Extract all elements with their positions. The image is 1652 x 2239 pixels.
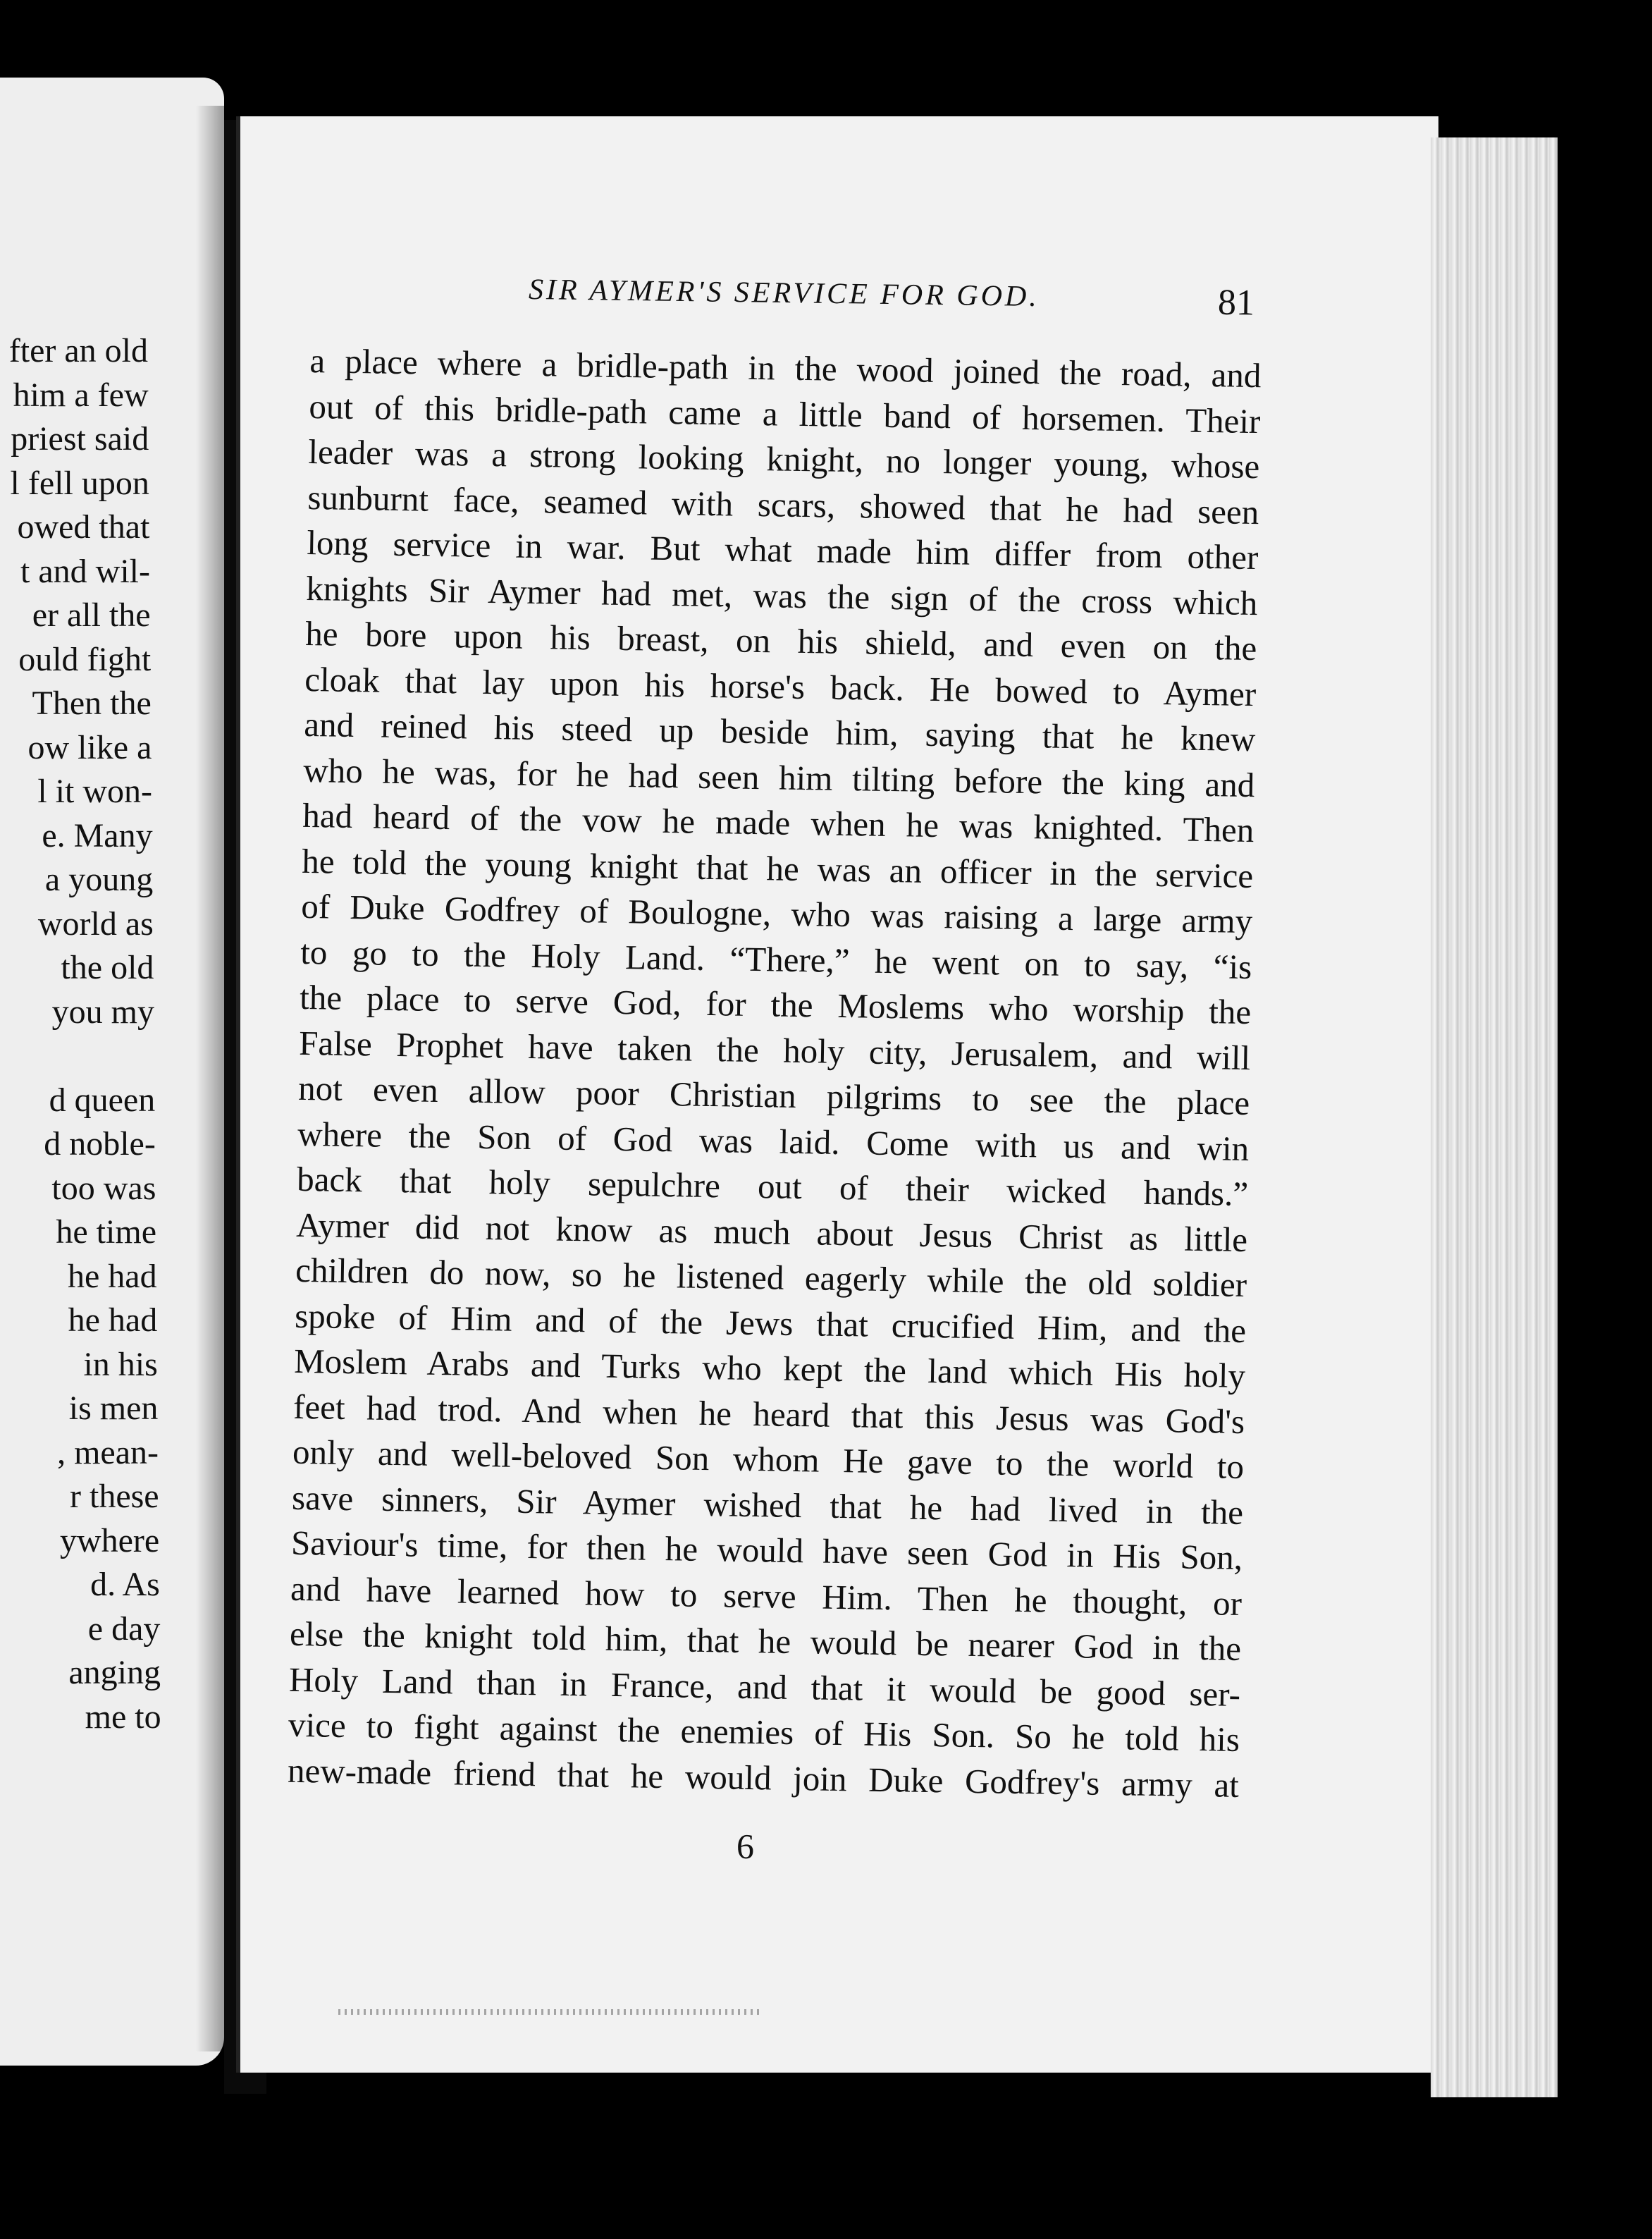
text-line: Holy Land than in France, and that it would be good ser- bbox=[288, 1660, 1241, 1714]
text-line: feet had trod. And when he heard that this Jesus was God's bbox=[292, 1387, 1245, 1441]
left-text-fragment: he had bbox=[68, 1301, 158, 1339]
left-text-fragment: d noble- bbox=[44, 1125, 156, 1163]
text-line: spoke of Him and of the Jews that crucified Him, and the bbox=[294, 1296, 1247, 1350]
text-line: sunburnt face, seamed with scars, showed that he had seen bbox=[307, 477, 1259, 532]
left-text-fragment: , mean- bbox=[57, 1433, 159, 1471]
left-text-fragment: t and wil- bbox=[20, 552, 150, 590]
text-line: save sinners, Sir Aymer wished that he had lived in the bbox=[291, 1478, 1244, 1532]
text-line: cloak that lay upon his horse's back. He bowed to Aymer bbox=[304, 659, 1257, 713]
left-text-fragment: you my bbox=[51, 993, 154, 1031]
text-line: children do now, so he listened eagerly while the old soldier bbox=[295, 1250, 1247, 1305]
left-text-fragment: world as bbox=[37, 904, 154, 943]
left-text-fragment: too was bbox=[51, 1169, 156, 1207]
left-text-fragment: Then the bbox=[32, 685, 152, 722]
signature-mark: 6 bbox=[736, 1826, 755, 1867]
left-text-fragment: e. Many bbox=[42, 816, 153, 854]
left-text-fragment: fter an old bbox=[8, 332, 148, 369]
text-line: False Prophet have taken the holy city, Jerusalem, and will bbox=[298, 1023, 1251, 1077]
left-text-fragment: l it won- bbox=[37, 773, 152, 810]
left-text-fragment: d queen bbox=[49, 1081, 156, 1119]
left-text-fragment: ould fight bbox=[18, 640, 152, 678]
text-line: and have learned how to serve Him. Then he thought, or bbox=[290, 1569, 1243, 1623]
left-text-fragment: he time bbox=[56, 1213, 156, 1251]
left-text-fragment: me to bbox=[85, 1698, 161, 1736]
page-edges bbox=[1431, 137, 1558, 2097]
left-text-fragment: ow like a bbox=[27, 728, 152, 766]
left-text-fragment: anging bbox=[68, 1654, 161, 1691]
left-text-fragment: ywhere bbox=[59, 1521, 160, 1559]
text-line: Aymer did not know as much about Jesus Christ as little bbox=[295, 1205, 1248, 1259]
text-line: long service in war. But what made him differ from other bbox=[307, 522, 1259, 577]
body-text bbox=[288, 338, 1262, 1808]
left-text-fragment: owed that bbox=[17, 508, 150, 546]
text-line: knights Sir Aymer had met, was the sign of the cross which bbox=[306, 568, 1258, 622]
left-text-fragment: l fell upon bbox=[10, 464, 149, 502]
left-text-fragment: priest said bbox=[11, 420, 149, 458]
left-text-fragment: he had bbox=[68, 1257, 157, 1295]
text-line: not even allow poor Christian pilgrims to see the place bbox=[297, 1068, 1250, 1123]
text-line: he told the young knight that he was an officer in the service bbox=[301, 841, 1254, 895]
text-line: of Duke Godfrey of Boulogne, who was raising a large army bbox=[300, 886, 1253, 941]
left-text-fragment: is men bbox=[68, 1390, 159, 1427]
text-line: the place to serve God, for the Moslems who worship the bbox=[299, 977, 1252, 1032]
text-line: new-made friend that he would join Duke Godfrey's army at bbox=[287, 1750, 1240, 1805]
text-line: else the knight told him, that he would be nearer God in the bbox=[289, 1614, 1242, 1668]
text-line: a place where a bridle-path in the wood joined the road, and bbox=[309, 341, 1262, 395]
left-text-fragment: him a few bbox=[13, 376, 149, 414]
left-facing-page bbox=[0, 78, 224, 2066]
text-line: Moslem Arabs and Turks who kept the land which His holy bbox=[293, 1341, 1246, 1396]
text-line: and reined his steed up beside him, saying that he knew bbox=[303, 704, 1256, 759]
left-text-fragment: a young bbox=[44, 861, 154, 898]
left-text-fragment: d. As bbox=[90, 1566, 160, 1603]
left-text-fragment: the old bbox=[61, 949, 154, 986]
text-line: had heard of the vow he made when he was knighted. Then bbox=[302, 795, 1255, 850]
text-line: where the Son of God was laid. Come with us and win bbox=[297, 1114, 1250, 1168]
text-line: vice to fight against the enemies of His Son. So he told his bbox=[288, 1705, 1240, 1759]
print-specks bbox=[338, 2009, 761, 2015]
text-line: out of this bridle-path came a little band of horsemen. Their bbox=[309, 386, 1261, 441]
left-text-fragment: e day bbox=[87, 1609, 161, 1648]
text-line: leader was a strong looking knight, no longer young, whose bbox=[308, 431, 1260, 486]
text-line: he bore upon his breast, on his shield, and even on the bbox=[304, 613, 1257, 668]
gutter-shadow bbox=[196, 106, 224, 2051]
left-text-fragment: r these bbox=[70, 1478, 159, 1515]
text-line: back that holy sepulchre out of their wicked hands.” bbox=[296, 1159, 1249, 1214]
left-text-fragment: in his bbox=[83, 1345, 158, 1383]
text-line: only and well-beloved Son whom He gave to the world to bbox=[292, 1432, 1245, 1487]
text-line: who he was, for he had seen him tilting before the king and bbox=[302, 750, 1255, 804]
page-number: 81 bbox=[1217, 282, 1255, 324]
running-head: SIR AYMER'S SERVICE FOR GOD. bbox=[528, 273, 1040, 314]
left-page-text bbox=[0, 78, 224, 2066]
text-line: Saviour's time, for then he would have seen God in His Son, bbox=[290, 1523, 1243, 1577]
left-text-fragment: er all the bbox=[32, 596, 151, 634]
text-line: to go to the Holy Land. “There,” he went on to say, “is bbox=[300, 932, 1252, 986]
